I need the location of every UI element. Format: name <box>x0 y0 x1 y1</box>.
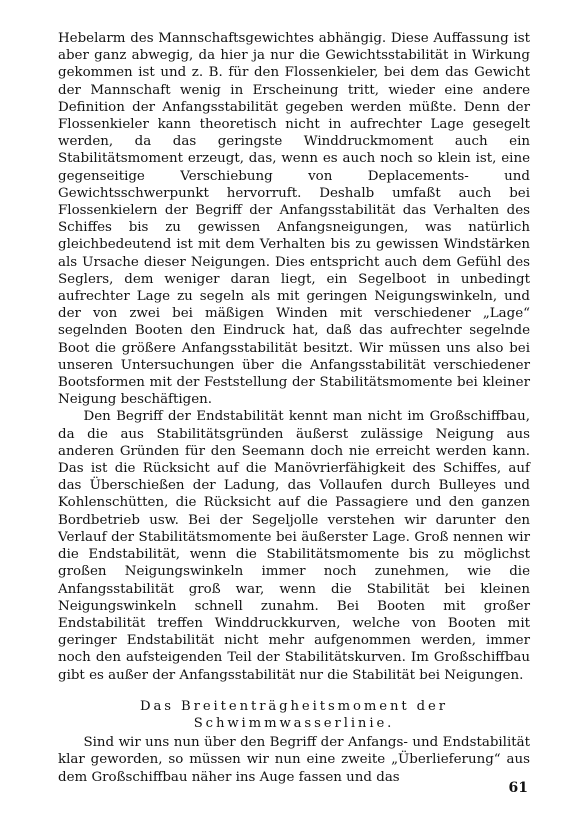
paragraph-1: Hebelarm des Mannschaftsgewichtes abhängig. Diese Auffassung ist aber ganz abwegig, da hier ja nur die Gewichtsstabilität in Wirkung gekommen ist und z. B. für den Flossenkieler, bei dem das Gewicht der Mannschaft wenig in Erscheinung tritt, wieder eine andere Definition der Anfangsstabilität gegeben werden müßte. Denn der Flossenkieler kann theoretisch nicht in aufrechter Lage gesegelt werden, da das geringste Winddruckmoment auch ein Stabilitätsmoment erzeugt, das, wenn es auch noch so klein ist, eine gegenseitige Verschiebung von Deplacements- und Gewichtsschwerpunkt hervorruft. Deshalb umfaßt auch bei Flossenkielern der Begriff der Anfangsstabilität das Verhalten des Schiffes bis zu gewissen Anfangsneigungen, was natürlich gleichbedeutend ist mit dem Verhalten bis zu gewissen Windstärken als Ursache dieser Neigungen. Dies entspricht auch dem Gefühl des Seglers, dem weniger daran liegt, ein Segelboot in unbedingt aufrechter Lage zu segeln als mit geringen Neigungswinkeln, und der von zwei bei mäßigen Winden mit verschiedener „Lage“ segelnden Booten den Eindruck hat, daß das aufrechter segelnde Boot die größere Anfangsstabilität besitzt. Wir müssen uns also bei unseren Untersuchungen über die Anfangsstabilität verschiedener Bootsformen mit der Feststellung der Stabilitätsmomente bei kleiner Neigung beschäftigen. <box>58 31 530 408</box>
page-number: 61 <box>508 780 528 796</box>
body-text <box>58 30 530 786</box>
paragraph-2: Den Begriff der Endstabilität kennt man nicht im Großschiffbau, da die aus Stabilitätsgründen äußerst zulässige Neigung aus anderen Gründen für den Seemann doch nie erreicht werden kann. Das ist die Rücksicht auf die Manövrierfähigkeit des Schiffes, auf das Überschießen der Ladung, das Vollaufen durch Bulleyes und Kohlenschütten, die Rücksicht auf die Passagiere und den ganzen Bordbetrieb usw. Bei der Segeljolle verstehen wir darunter den Verlauf der Stabilitätsmomente bei äußerster Lage. Groß nennen wir die Endstabilität, wenn die Stabilitätsmomente bis zu möglichst großen Neigungswinkeln immer noch zunehmen, wie die Anfangsstabilität groß war, wenn die Stabilität bei kleinen Neigungswinkeln schnell zunahm. Bei Booten mit großer Endstabilität treffen Winddruckkurven, welche von Booten mit geringer Endstabilität nicht mehr aufgenommen werden, immer noch den aufsteigenden Teil der Stabilitätskurven. Im Großschiffbau gibt es außer der Anfangsstabilität nur die Stabilität bei Neigungen. <box>58 409 530 683</box>
section-heading: Das Breitenträgheitsmoment der Schwimmwasserlinie. <box>140 698 448 731</box>
paragraph-3: Sind wir uns nun über den Begriff der Anfangs- und Endstabilität klar geworden, so müssen wir nun eine zweite „Überlieferung“ aus dem Großschiffbau näher ins Auge fassen und das <box>58 735 530 785</box>
